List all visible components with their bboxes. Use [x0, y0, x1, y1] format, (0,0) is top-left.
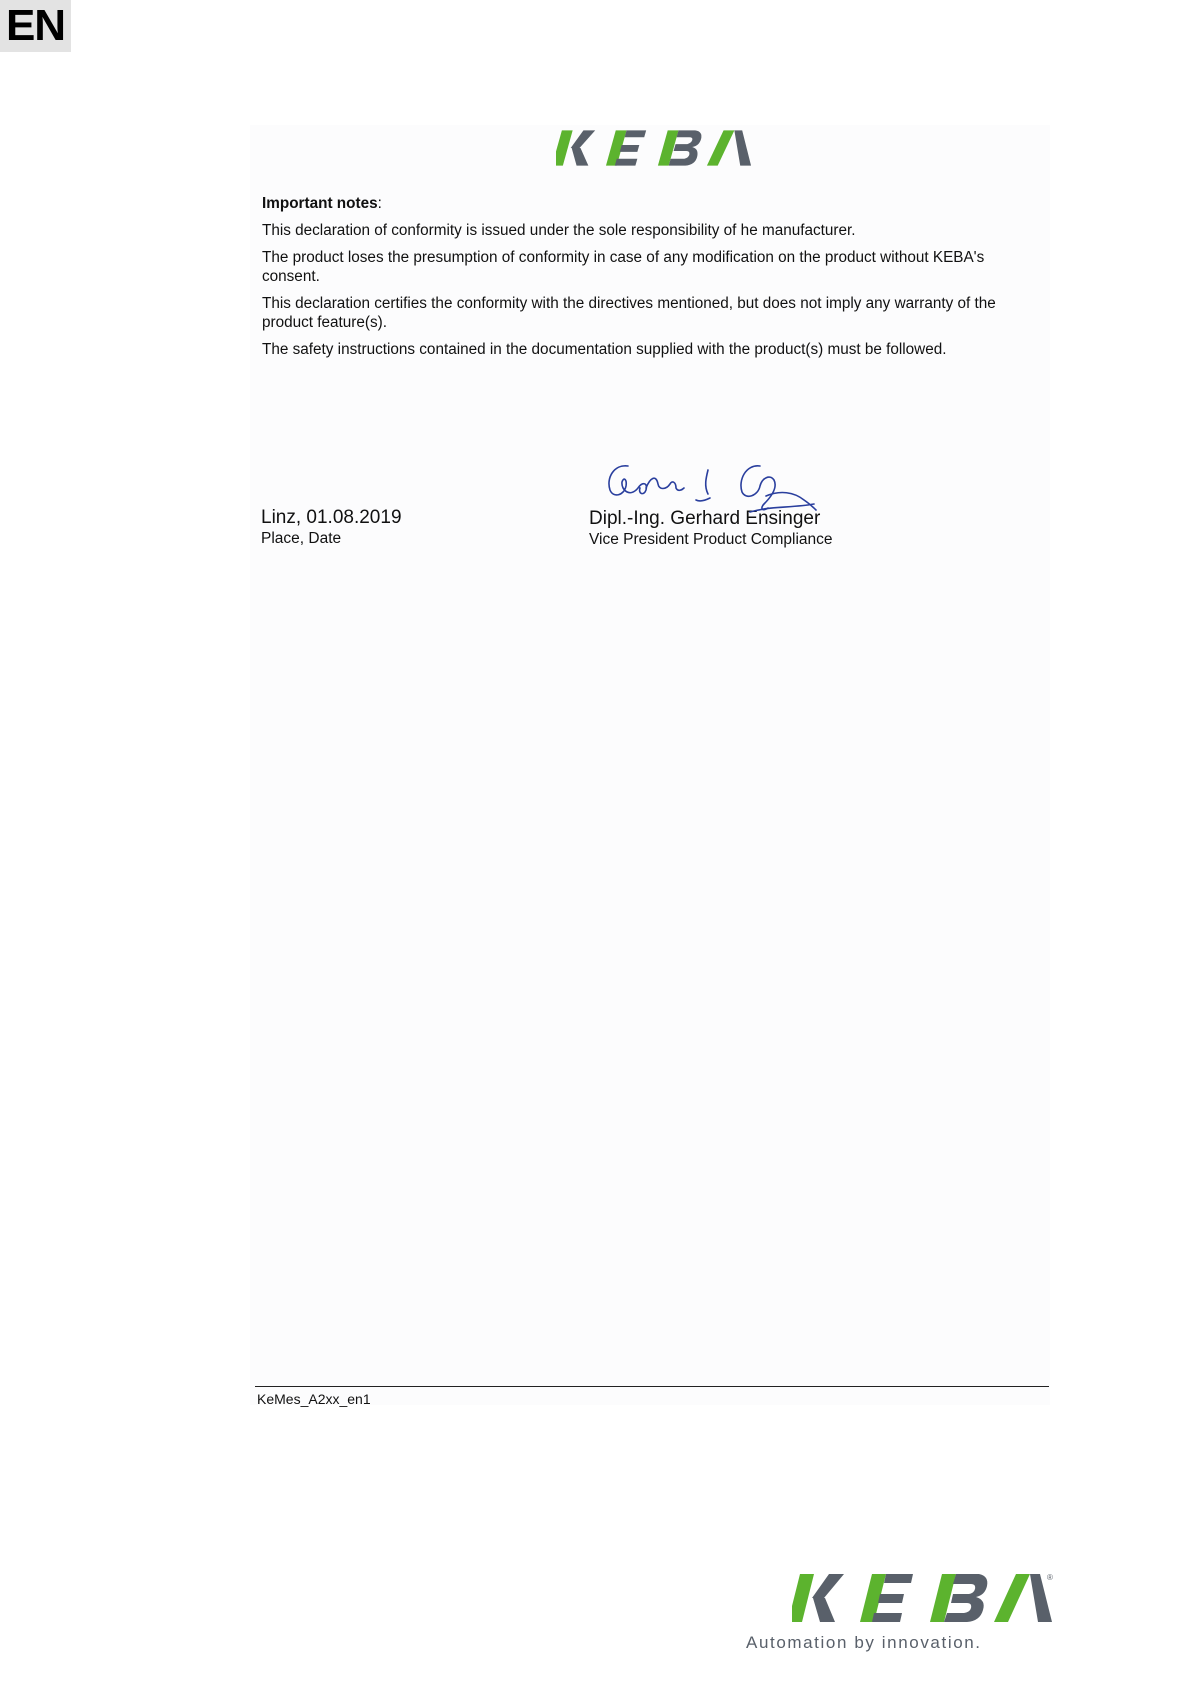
signatory-name: Dipl.-Ing. Gerhard Ensinger: [589, 508, 821, 529]
note-paragraph: This declaration certifies the conformity with the directives mentioned, but does not imply any warranty of the product feature(s).: [262, 295, 996, 331]
place-date-block: [261, 507, 402, 549]
brand-tagline: Automation by innovation.: [746, 1633, 982, 1652]
keba-logo: [556, 126, 752, 170]
signatory-title: Vice President Product Compliance: [589, 531, 833, 548]
place-date-label: Place, Date: [261, 530, 342, 547]
language-badge: EN: [0, 0, 71, 52]
keba-logo-wordmark: [556, 130, 751, 165]
keba-logo-footer: [792, 1572, 1054, 1624]
footer-rule: [255, 1386, 1049, 1387]
note-paragraph: The product loses the presumption of conformity in case of any modification on the product without KEBA's consent.: [262, 249, 985, 285]
note-paragraph: This declaration of conformity is issued under the sole responsibility of he manufacturer.: [262, 221, 856, 239]
note-paragraph: The safety instructions contained in the documentation supplied with the product(s) must be followed.: [262, 341, 947, 358]
keba-logo-footer-wordmark: [792, 1574, 1052, 1622]
notes-heading: [262, 195, 1042, 214]
notes-heading-colon: :: [377, 195, 382, 212]
document-code: KeMes_A2xx_en1: [257, 1391, 371, 1407]
important-notes: [262, 195, 1042, 369]
place-date-value: Linz, 01.08.2019: [261, 507, 402, 528]
handwritten-signature: [600, 460, 822, 528]
registered-mark: ®: [1047, 1573, 1053, 1582]
notes-heading-text: Important notes: [262, 195, 378, 212]
